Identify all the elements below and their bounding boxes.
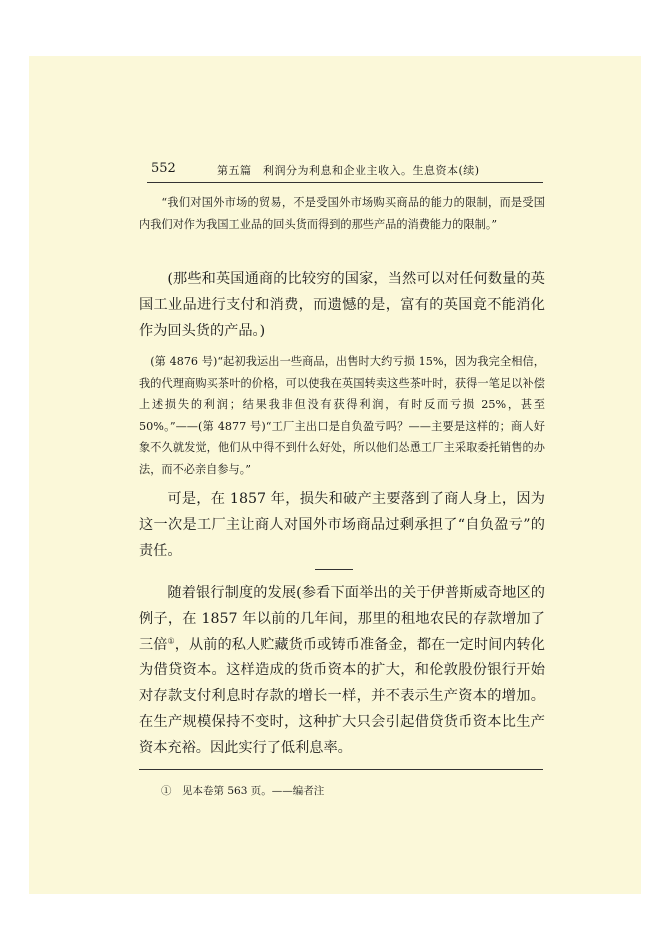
banking-text-start: 随着银行制度的发展(参看下面举出的关于伊普斯威奇地区的例子，在 1857 年以前的几年间，那里的租地农民的存款增加了三倍 [139,585,545,653]
body-paragraph: 可是，在 1857 年，损失和破产主要落到了商人身上，因为这一次是工厂主让商人对国外市场商品过剩承担了“自负盈亏”的责任。 [139,491,545,559]
quote-paragraph: “我们对国外市场的贸易，不是受国外市场购买商品的能力的限制，而是受国内我们对作为我国工业品的回头货而得到的那些产品的消费能力的限制。” [139,196,545,231]
running-title: 第五篇 利润分为利息和企业主收入。生息资本(续) [217,164,480,177]
running-header [147,160,543,180]
page-number: 552 [151,161,176,176]
section-separator [315,569,353,570]
footnote-rule [139,769,543,770]
banking-paragraph [139,581,545,762]
header-rule [147,182,543,183]
footnote-marker[interactable]: ① [167,635,175,645]
commentary-paragraph: (那些和英国通商的比较穷的国家，当然可以对任何数量的英国工业品进行支付和消费，而遗憾的是，富有的英国竟不能消化作为回头货的产品。) [139,271,545,339]
testimony-paragraph: (第 4876 号)“起初我运出一些商品，出售时大约亏损 15%，因为我完全相信，我的代理商购买茶叶的价格，可以使我在英国转卖这些茶叶时，获得一笔足以补偿上述损失的利润；结果我非但没有获得利润，有时反而亏损 25%，甚至 50%。”——(第 4877 号)“工厂主出口是自负盈亏吗？——主要是这样的；商人好象不久就发觉，他们从中得不到什么好处，所以他们怂恿工厂主采取委托销售的办法，而不必亲自参与。” [139,355,545,476]
footnote: ① 见本卷第 563 页。——编者注 [161,785,325,797]
banking-text-end: ，从前的私人贮藏货币或铸币准备金，都在一定时间内转化为借贷资本。这样造成的货币资本的扩大，和伦敦股份银行开始对存款支付利息时存款的增长一样，并不表示生产资本的增加。在生产规模保持不变时，这种扩大只会引起借贷货币资本比生产资本充裕。因此实行了低利息率。 [139,636,545,756]
